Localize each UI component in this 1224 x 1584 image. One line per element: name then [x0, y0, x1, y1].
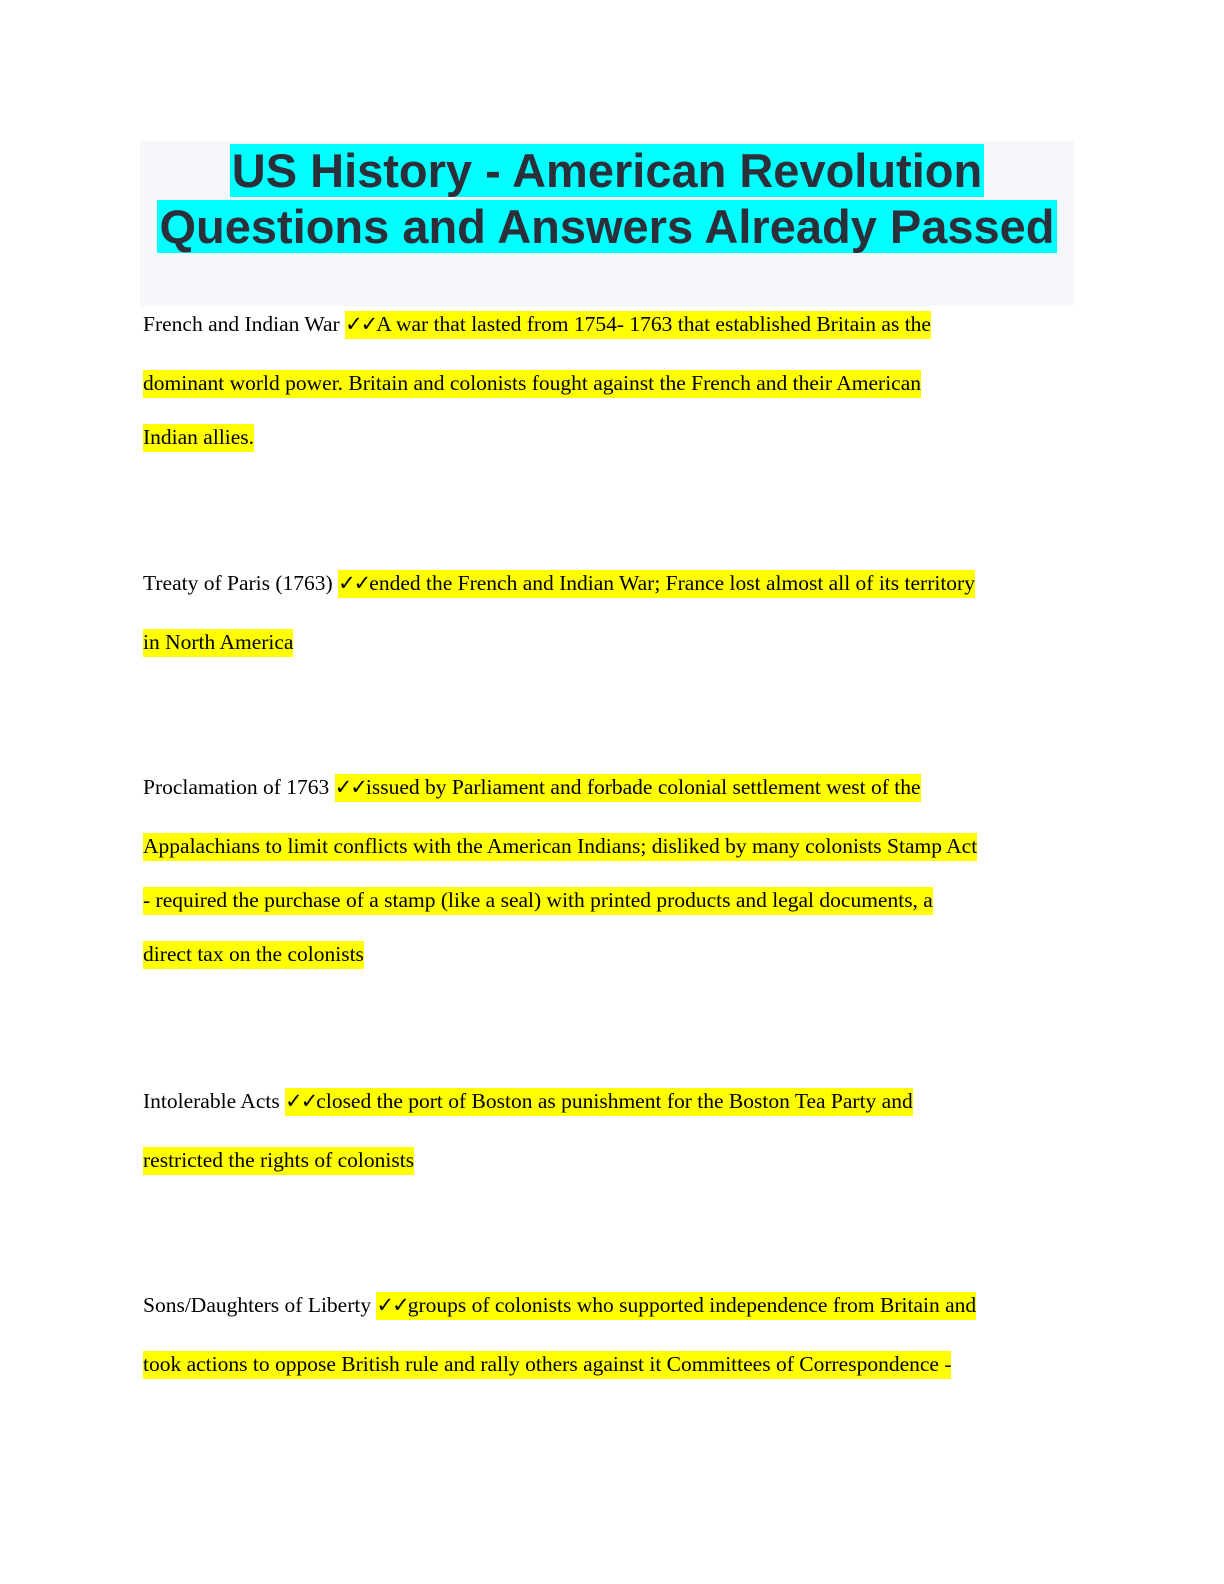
qa-entry-french-indian-war [143, 310, 1078, 451]
title-line-1 [140, 143, 1074, 199]
qa-term: Intolerable Acts [143, 1089, 286, 1113]
qa-answer-text: in North America [143, 629, 293, 657]
qa-term: Treaty of Paris (1763) [143, 571, 339, 595]
title-banner [140, 141, 1074, 306]
title-line-2 [140, 199, 1074, 255]
qa-answer-text: Indian allies. [143, 424, 254, 452]
qa-line [143, 369, 1078, 397]
qa-answer-highlight [285, 1088, 913, 1116]
qa-answer-highlight [335, 774, 921, 802]
qa-answer-text: groups of colonists who supported independence from Britain and [407, 1293, 977, 1317]
qa-entry-sons-daughters-liberty [143, 1291, 1078, 1378]
qa-line [143, 1146, 1078, 1174]
qa-line [143, 628, 1078, 656]
qa-line [143, 1350, 1078, 1378]
qa-line [143, 773, 1078, 801]
qa-entry-proclamation-1763 [143, 773, 1078, 968]
qa-line [143, 569, 1078, 597]
qa-entry-treaty-of-paris [143, 569, 1078, 656]
qa-answer-text: restricted the rights of colonists [143, 1147, 414, 1175]
qa-answer-text: A war that lasted from 1754- 1763 that established Britain as the [376, 312, 931, 336]
qa-answer-text: closed the port of Boston as punishment for the Boston Tea Party and [316, 1089, 913, 1113]
check-mark-icon: ✓✓ [338, 571, 370, 595]
qa-answer-text: ended the French and Indian War; France lost almost all of its territory [369, 571, 975, 595]
check-mark-icon: ✓✓ [376, 1293, 408, 1317]
check-mark-icon: ✓✓ [334, 775, 366, 799]
check-mark-icon: ✓✓ [345, 312, 377, 336]
qa-answer-text: dominant world power. Britain and colonists fought against the French and their American [143, 370, 921, 398]
qa-answer-text: - required the purchase of a stamp (like a seal) with printed products and legal documents, a [143, 887, 933, 915]
qa-answer-text: direct tax on the colonists [143, 941, 364, 969]
qa-answer-highlight [345, 311, 931, 339]
qa-answer-text: took actions to oppose British rule and rally others against it Committees of Correspondence - [143, 1351, 951, 1379]
qa-line [143, 1087, 1078, 1115]
qa-term: Proclamation of 1763 [143, 775, 335, 799]
qa-line [143, 423, 1078, 451]
qa-term: French and Indian War [143, 312, 346, 336]
qa-line [143, 940, 1078, 968]
qa-answer-text: issued by Parliament and forbade colonial settlement west of the [365, 775, 921, 799]
qa-term: Sons/Daughters of Liberty [143, 1293, 377, 1317]
check-mark-icon: ✓✓ [285, 1089, 317, 1113]
qa-entry-intolerable-acts [143, 1087, 1078, 1174]
title-line-1-text: US History - American Revolution [231, 144, 983, 197]
qa-answer-highlight [338, 570, 975, 598]
qa-line [143, 310, 1078, 338]
qa-line [143, 886, 1078, 914]
qa-line [143, 832, 1078, 860]
qa-line [143, 1291, 1078, 1319]
qa-answer-highlight [376, 1292, 976, 1320]
title-line-2-text: Questions and Answers Already Passed [159, 200, 1055, 253]
qa-answer-text: Appalachians to limit conflicts with the American Indians; disliked by many colonists Stamp Act [143, 833, 977, 861]
